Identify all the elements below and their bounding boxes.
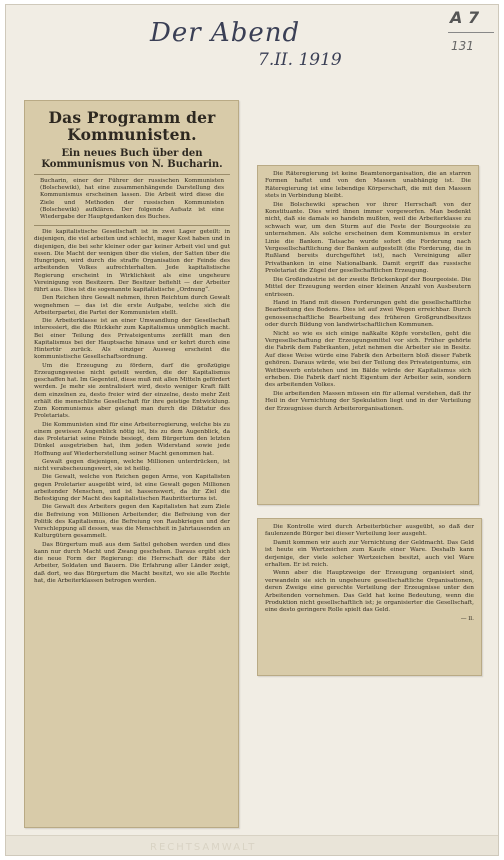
right-upper-body-text: [265, 171, 471, 413]
paragraph: Die Räteregierung ist keine Beamtenorganisation, die an starren Formen haftet und von den Massen unabhängig ist. Die Räteregierung ist eine lebendige Körperschaft, die mit den Massen stets in Verbindung bleibt.: [265, 171, 471, 200]
paragraph: Die arbeitenden Massen müssen ein für allemal verstehen, daß ihr Heil in der Vernichtung der Spekulation liegt und in der Verteilung der Erzeugnisse durch Arbeiterorganisationen.: [265, 390, 471, 412]
paragraph: Um die Erzeugung zu fördern, darf die großzügige Erzeugungsweise nicht geteilt werden, die der Kapitalismus geschaffen hat. Im Gegenteil, diese muß mit allen Mitteln gefördert werden. Je mehr sie zentralisiert wird, desto weniger Kraft fällt dem einzelnen zu, desto freier wird der einzelne, desto mehr Zeit erhält die menschliche Gesellschaft für ihre geistige Entwicklung. Zum Kommunismus aber gelangt man durch die Diktatur des Proletariats.: [34, 362, 230, 420]
paragraph: Die Gewalt, welche von Reichen gegen Arme, von Kapitalisten gegen Proletarier ausgeübt wird, ist eine Gewalt gegen Millionen arbeitender Menschen, und ist hassenswert, da ihr Ziel die Befestigung der Macht des kapitalistischen Raubritterturns ist.: [34, 474, 230, 503]
article-headline: Das Programm der Kommunisten.: [48, 108, 216, 144]
right-lower-body-text: [265, 524, 474, 615]
paragraph: Damit kommen wir auch zur Vernichtung der Geldmacht. Das Geld ist heute ein Wertzeichen zum Kaufe einer Ware. Deshalb kann derjenige, der viele solcher Wertzeichen besitzt, auch viel Ware erhalten. Er ist reich.: [265, 539, 474, 569]
pencil-page-number: 131: [451, 39, 474, 53]
paragraph: Die Großindustrie ist der zweite Brückenkopf der Bourgeoisie. Die Mittel der Erzeugung werden einer kleinen Anzahl von Ausbeutern entrissen.: [265, 276, 471, 298]
clipping-left-column: [24, 100, 239, 828]
paragraph: Die kapitalistische Gesellschaft ist in zwei Lager geteilt: in diejenigen, die viel arbeiten und schlecht, mager Kost haben und in diejenigen, die bei sehr kleiner oder gar keiner Arbeit viel und gut essen. Die Macht der wenigen über die vielen, der Satten über die Hungrigen, wird durch die straffe Organisation der Feinde des arbeitenden Volkes aufrechterhalten. Jede kapitalistische Regierung erscheint in Wirklichkeit als eine ungeheure Vereinigung von Besitzern. Der Besitzer befiehlt — der Arbeiter führt aus. Dies ist die sogenannte kapitalistische „Ordnung“.: [34, 229, 230, 294]
paragraph: Die Kontrolle wird durch Arbeiterbücher ausgeübt, so daß der faulenzende Bürger bei dieser Verteilung leer ausgeht.: [265, 524, 474, 538]
paragraph: Die Arbeiterklasse ist an einer Umwandlung der Gesellschaft interessiert, die die Rückkehr zum Kapitalismus unmöglich macht. Bei einer Teilung des Privateigentums zerfällt man den Kapitalismus bei der Hauptsache hinaus und er kehrt durch eine Hintertür zurück. Als einziger Ausweg erscheint die kommunistische Gesellschaftsordnung.: [34, 318, 230, 361]
paragraph: Die Kommunisten sind für eine Arbeiterregierung, welche bis zu einem gewissen Augenblick nötig ist, bis zu dem Augenblick, da das Proletariat seine Feinde besiegt, dem Bürgertum den letzten Dünkel ausgetrieben hat, ihm jeden Widerstand sowie jede Hoffnung auf Wiederherstellung seiner Macht genommen hat.: [34, 421, 230, 457]
paragraph: Hand in Hand mit diesen Forderungen geht die gesellschaftliche Bearbeitung des Bodens. Dies ist auf zwei Wegen erreichbar. Durch genossenschaftliche Bearbeitung des früheren Großgrundbesitzes oder durch Bildung von landwirtschaftlichen Kommunen.: [265, 299, 471, 329]
divider: [34, 174, 230, 175]
article-lead: Bucharin, einer der Führer der russischen Kommunisten (Bolschewiki), hat eine zusammenhängende Darstellung des Kommunismus erscheinen lassen. Die Arbeit wird diese die Ziele und Methoden der russischen Kommunisten (Bolschewiki) aufklären. Der folgende Aufsatz ist eine Wiedergabe der Hauptgedanken des Buches.: [40, 178, 224, 221]
watermark-text: RECHTSAMWALT: [150, 842, 257, 853]
paragraph: Die Gewalt des Arbeiters gegen den Kapitalisten hat zum Ziele die Befreiung von Millionen Arbeitender, die Befreiung von der Politik des Kapitalismus, die Befreiung von Raubkriegen und der Verschleppung all dessen, was die Menschheit in Jahrtausenden an Kulturgütern gesammelt.: [34, 504, 230, 540]
pencil-underline: [448, 32, 494, 33]
paragraph: Den Reichen ihre Gewalt nehmen, ihren Reichtum durch Gewalt wegnehmen — das ist die erste Aufgabe, welche sich die Arbeiterpartei, die Partei der Kommunisten stellt.: [34, 295, 230, 316]
paragraph: Das Bürgertum muß aus dem Sattel gehoben werden und dies kann nur durch Macht und Zwang geschehen. Daraus ergibt sich die neue Form der Regierung: die Herrschaft der Räte der Arbeiter, Soldaten und Bauern. Die Erfahrung aller Länder zeigt, daß dort, wo das Bürgertum die Macht besitzt, wo sie alle Rechte hat, die Arbeiterklassen betrogen werden.: [34, 541, 230, 584]
paragraph: Wenn aber die Hauptzweige der Erzeugung organisiert sind, verwandeln sie sich in ungeheure gesellschaftliche Organisationen, deren Zweige eine gerechte Verteilung der Erzeugnisse unter den Arbeitenden vornehmen. Das Geld hat keine Bedeutung, wenn die Produktion nicht gesellschaftlich ist; je organisierter die Gesellschaft, eine desto geringere Rolle spielt das Geld.: [265, 570, 474, 614]
article-signoff: — ll.: [460, 615, 474, 622]
handwritten-date: 7.II. 1919: [258, 50, 342, 70]
handwritten-newspaper-name: Der Abend: [150, 18, 301, 48]
paragraph: Nicht so wie es sich einige naßkalte Köpfe vorstellen, geht die Vergesellschaftung der Erzeugungsmittel vor sich. Früher gehörte die Fabrik dem Fabrikanten, jetzt nehmen die Arbeiter sie in Besitz. Auf diese Weise würde eine Fabrik den Arbeitern bloß dieser Fabrik gehören. Daraus würde, wie bei der Teilung des Privateigentums, ein Wettbewerb entstehen und im Bälde würde der Kapitalismus sich erheben. Die Fabrik darf nicht Eigentum der Arbeiter sein, sondern des arbeitenden Volkes.: [265, 330, 471, 389]
paragraph: Gewalt gegen diejenigen, welche Millionen unterdrücken, ist nicht verabscheuungswert, sie ist heilig.: [34, 458, 230, 473]
paragraph: Die Bolschewiki sprachen vor ihrer Herrschaft von der Konstituante. Dies wird ihnen immer vorgeworfen. Man bedenkt nicht, daß sie damals so handeln mußten, weil die Arbeiterklasse zu schwach war, um den Sturm auf die Feste der Bourgeoisie zu unternehmen. Als solche erscheinen dem Kommunismus in erster Linie die Banken. Tatsache wurde sofort die Forderung nach Vergesellschaftlichung der Banken aufgestellt (die Forderung, die in Rußland bereits durchgeführt ist), nach Vereinigung aller Privatbanken in eine Nationalbank. Damit ergriff das russische Proletariat die Zügel der gesellschaftlichen Erzeugung.: [265, 201, 471, 275]
pencil-reference: A 7: [450, 8, 480, 27]
clipping-right-lower: [257, 518, 482, 676]
left-body-text: [34, 229, 230, 585]
clipping-right-upper: [257, 165, 479, 505]
article-subheadline: Ein neues Buch über den Kommunismus von N. Bucharin.: [41, 148, 223, 170]
divider: [34, 225, 230, 226]
